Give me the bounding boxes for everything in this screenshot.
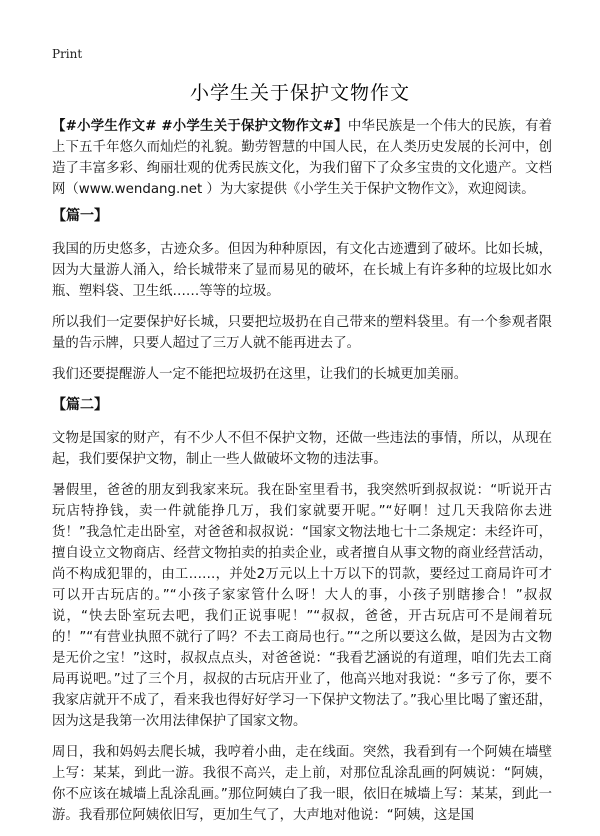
paragraph: 我们还要提醒游人一定不能把垃圾扔在这里，让我们的长城更加美丽。 <box>52 367 468 382</box>
print-link[interactable]: Print <box>52 47 83 61</box>
paragraph: 暑假里，爸爸的朋友到我家来玩。我在卧室里看书，我突然听到叔叔说：“听说开古玩店特挣钱，卖一件就能挣几万，我们家就要开呢。”“好啊！过几天我陪你去进货！”我急忙走出卧室，对爸爸和叔叔说：“国家文物法地七十二条规定：未经许可，擅自设立文物商店、经营文物拍卖的拍卖企业，或者擅自从事文物的商业经营活动，尚不构成犯罪的，由工……，并处2万元以上十万以下的罚款，要经过工商局许可才可以开古玩店的。”“小孩子家家管什么呀！大人的事，小孩子别瞎掺合！”叔叔说，“快去卧室玩去吧，我们正说事呢！”“叔叔，爸爸，开古玩店可不是闹着玩的！”“有营业执照不就行了吗？不去工商局也行。”“之所以要这么做，是因为古文物是无价之宝！”这时，叔叔点点头，对爸爸说：“我看艺涵说的有道理，咱们先去工商局再说吧。”过了三个月，叔叔的古玩店开业了，他高兴地对我说：“多亏了你，要不我家店就开不成了，看来我也得好好学习一下保护文物法了。”我心里比喝了蜜还甜，因为这是我第一次用法律保护了国家文物。 <box>52 483 552 729</box>
intro-tags: 【#小学生作文# #小学生关于保护文物作文#】 <box>52 119 348 134</box>
article-body <box>52 116 552 836</box>
paragraph: 周日，我和妈妈去爬长城，我哼着小曲，走在线面。突然，我看到有一个阿姨在墙壁上写：某某，到此一游。我很不高兴，走上前，对那位乱涂乱画的阿姨说：“阿姨，你不应该在城墙上乱涂乱画。”那位阿姨白了我一眼，依旧在城墙上写：某某，到此一游。我看那位阿姨依旧写，更加生气了，大声地对他说：“阿姨，这是国 <box>52 745 552 823</box>
paragraph: 文物是国家的财产，有不少人不但不保护文物，还做一些违法的事情，所以，从现在起，我们要保护文物，制止一些人做破坏文物的违法事。 <box>52 431 552 467</box>
page-title: 小学生关于保护文物作文 <box>189 82 410 104</box>
section-heading: 【篇二】 <box>52 397 108 413</box>
paragraph: 我国的历史悠多，古迹众多。但因为种种原因，有文化古迹遭到了破坏。比如长城，因为大量游人涌入，给长城带来了显而易见的破坏，在长城上有许多种的垃圾比如水瓶、塑料袋、卫生纸……等等的垃圾。 <box>52 242 552 299</box>
paragraph: 所以我们一定要保护好长城，只要把垃圾扔在自己带来的塑料袋里。有一个参观者限量的告示牌，只要人超过了三万人就不能再进去了。 <box>52 315 552 351</box>
intro-text: 中华民族是一个伟大的民族，有着上下五千年悠久而灿烂的礼貌。勤劳智慧的中国人民，在人类历史发展的长河中，创造了丰富多彩、绚丽壮观的优秀民族文化，为我们留下了众多宝贵的文化遗产。文档网（www.wendang.net ）为大家提供《小学生关于保护文物作文》，欢迎阅读。 <box>52 119 553 197</box>
section-heading: 【篇一】 <box>52 208 108 224</box>
intro-paragraph <box>52 116 552 200</box>
